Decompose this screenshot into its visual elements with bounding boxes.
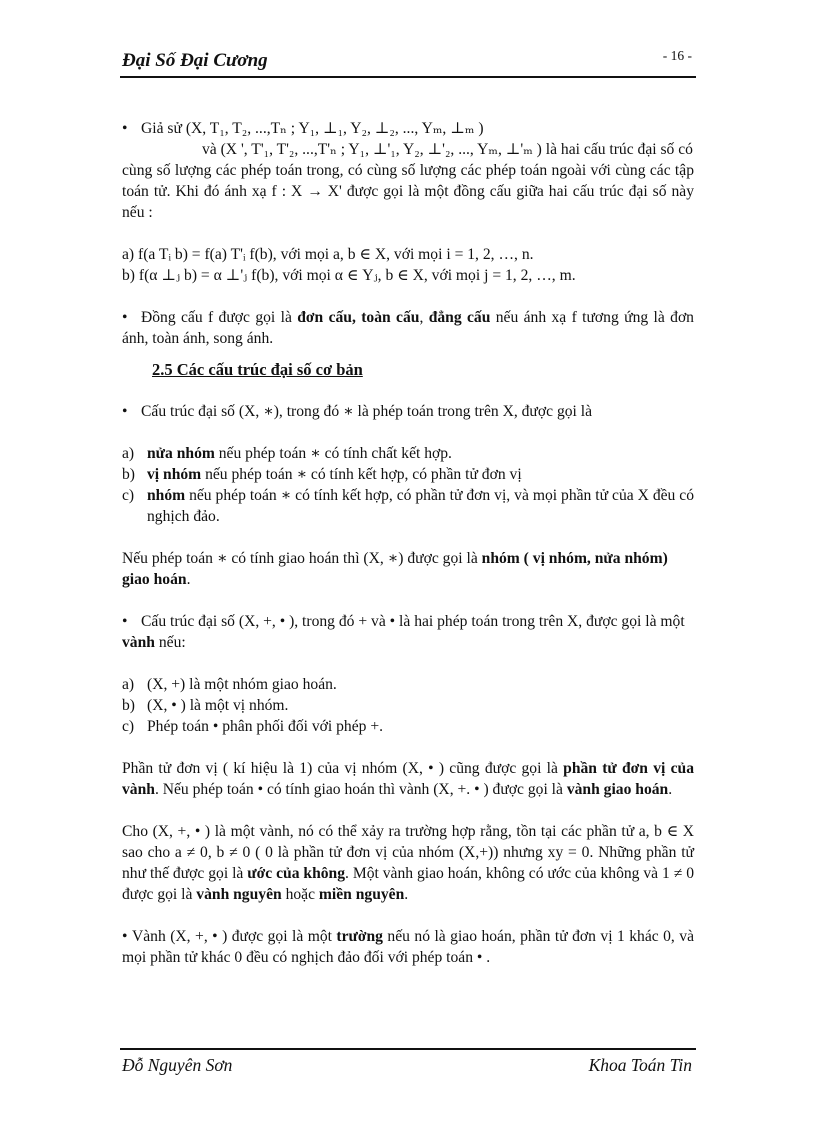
list-item: b) (X, • ) là một vị nhóm.: [122, 697, 289, 714]
header-title: Đại Số Đại Cương: [122, 50, 268, 71]
text-line: và (X ', T'₁, T'₂, ...,T'ₙ ; Y₁, ⊥'₁, Y₂, ⊥'₂, ..., Yₘ, ⊥'ₘ ) là hai cấu trúc đại số có: [202, 141, 693, 158]
bullet-icon: •: [122, 613, 128, 630]
page-number: - 16 -: [662, 48, 692, 63]
list-item: a) nửa nhóm nếu phép toán ∗ có tính chất kết hợp.: [122, 445, 452, 462]
list-item: c) Phép toán • phân phối đối với phép +.: [122, 718, 384, 735]
bullet-icon: •: [122, 120, 128, 137]
hom-condition-b: b) f(α ⊥ⱼ b) = α ⊥'ⱼ f(b), với mọi α ∈ Yⱼ, b ∈ X, với mọi j = 1, 2, …, m.: [122, 267, 576, 284]
paragraph-homomorphism-def: [122, 118, 694, 139]
list-item: a) (X, +) là một nhóm giao hoán.: [122, 676, 337, 693]
footer-rule: [120, 1048, 696, 1050]
bullet-icon: •: [122, 309, 128, 326]
paragraph-commutative: Nếu phép toán ∗ có tính giao hoán thì (X, ∗) được gọi là nhóm ( vị nhóm, nửa nhóm) giao hoán.: [122, 550, 668, 588]
bullet-icon: •: [122, 928, 128, 945]
header-rule: [120, 76, 696, 78]
text-line: Giả sử (X, T₁, T₂, ...,Tₙ ; Y₁, ⊥₁, Y₂, ⊥₂, ..., Yₘ, ⊥ₘ ): [141, 120, 484, 137]
list-item: b) vị nhóm nếu phép toán ∗ có tính kết hợp, có phần tử đơn vị: [122, 466, 522, 483]
hom-condition-a: a) f(a Tᵢ b) = f(a) T'ᵢ f(b), với mọi a, b ∈ X, với mọi i = 1, 2, …, n.: [122, 246, 534, 263]
paragraph-field-def: • Vành (X, +, • ) được gọi là một trường nếu nó là giao hoán, phần tử đơn vị 1 khác 0, và mọi phần tử khác 0 đều có nghịch đảo đối với phép toán • .: [122, 928, 694, 966]
text-block: cùng số lượng các phép toán trong, có cùng số lượng các phép toán ngoài với cùng các tập toán tử. Khi đó ánh xạ f : X → X' được gọi là một đồng cấu giữa hai cấu trúc đại số này nếu :: [122, 162, 694, 221]
footer-department: Khoa Toán Tin: [588, 1055, 692, 1075]
bullet-icon: •: [122, 403, 128, 420]
paragraph-monomorphism: • Đồng cấu f được gọi là đơn cấu, toàn cấu, đẳng cấu nếu ánh xạ f tương ứng là đơn ánh, toàn ánh, song ánh.: [122, 309, 694, 347]
paragraph-zero-divisor: Cho (X, +, • ) là một vành, nó có thể xảy ra trường hợp rằng, tồn tại các phần tử a, b ∈ X sao cho a ≠ 0, b ≠ 0 ( 0 là phần tử đơn vị của nhóm (X,+)) nhưng xy = 0. Những phần tử như thế được gọi là ước của không. Một vành giao hoán, không có ước của không và 1 ≠ 0 được gọi là vành nguyên hoặc miền nguyên.: [122, 823, 695, 903]
paragraph-unit-element: Phần tử đơn vị ( kí hiệu là 1) của vị nhóm (X, • ) cũng được gọi là phần tử đơn vị của vành. Nếu phép toán • có tính giao hoán thì vành (X, +. • ) được gọi là vành giao hoán.: [122, 760, 694, 798]
page-content: [122, 118, 694, 968]
list-item: c) nhóm nếu phép toán ∗ có tính kết hợp, có phần tử đơn vị, và mọi phần tử của X đều có nghịch đảo.: [122, 487, 694, 525]
footer-author: Đỗ Nguyên Sơn: [122, 1055, 233, 1075]
section-title: 2.5 Các cấu trúc đại số cơ bản: [152, 360, 363, 379]
paragraph-ring-def: • Cấu trúc đại số (X, +, • ), trong đó + và • là hai phép toán trong trên X, được gọi là một vành nếu:: [122, 613, 685, 651]
paragraph-algebraic-structure: • Cấu trúc đại số (X, ∗), trong đó ∗ là phép toán trong trên X, được gọi là: [122, 403, 593, 420]
